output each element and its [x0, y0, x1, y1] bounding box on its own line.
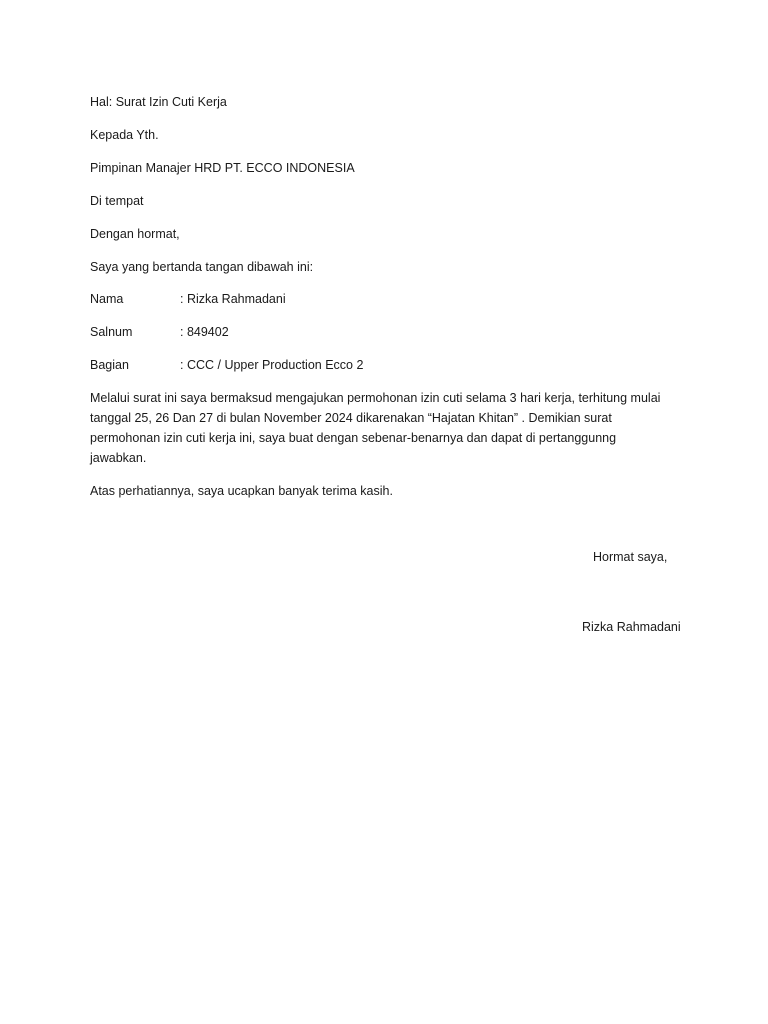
salutation: Dengan hormat, [90, 227, 180, 241]
field-value: : Rizka Rahmadani [180, 292, 286, 306]
signature-name: Rizka Rahmadani [582, 620, 681, 634]
field-row-bagian [90, 355, 363, 375]
recipient-greeting: Kepada Yth. [90, 128, 159, 142]
recipient-location: Di tempat [90, 194, 144, 208]
body-paragraph [90, 388, 690, 468]
field-row-name [90, 289, 286, 309]
field-value: : CCC / Upper Production Ecco 2 [180, 358, 364, 372]
field-label: Nama [90, 292, 124, 306]
intro-text: Saya yang bertanda tangan dibawah ini: [90, 260, 314, 274]
body-line: jawabkan. [90, 451, 147, 465]
field-label: Salnum [90, 325, 133, 339]
sign-off: Hormat saya, [593, 550, 668, 564]
recipient-name: Pimpinan Manajer HRD PT. ECCO INDONESIA [90, 161, 355, 175]
closing-thanks: Atas perhatiannya, saya ucapkan banyak terima kasih. [90, 484, 393, 498]
body-line: Melalui surat ini saya bermaksud mengajukan permohonan izin cuti selama 3 hari kerja, terhitung mulai [90, 391, 661, 405]
field-row-salnum [90, 322, 229, 342]
body-line: tanggal 25, 26 Dan 27 di bulan November 2024 dikarenakan “Hajatan Khitan” . Demikian surat [90, 411, 612, 425]
body-line: permohonan izin cuti kerja ini, saya buat dengan sebenar-benarnya dan dapat di pertanggunng [90, 431, 617, 445]
letter-subject: Hal: Surat Izin Cuti Kerja [90, 95, 227, 109]
field-label: Bagian [90, 358, 129, 372]
field-value: : 849402 [180, 325, 229, 339]
